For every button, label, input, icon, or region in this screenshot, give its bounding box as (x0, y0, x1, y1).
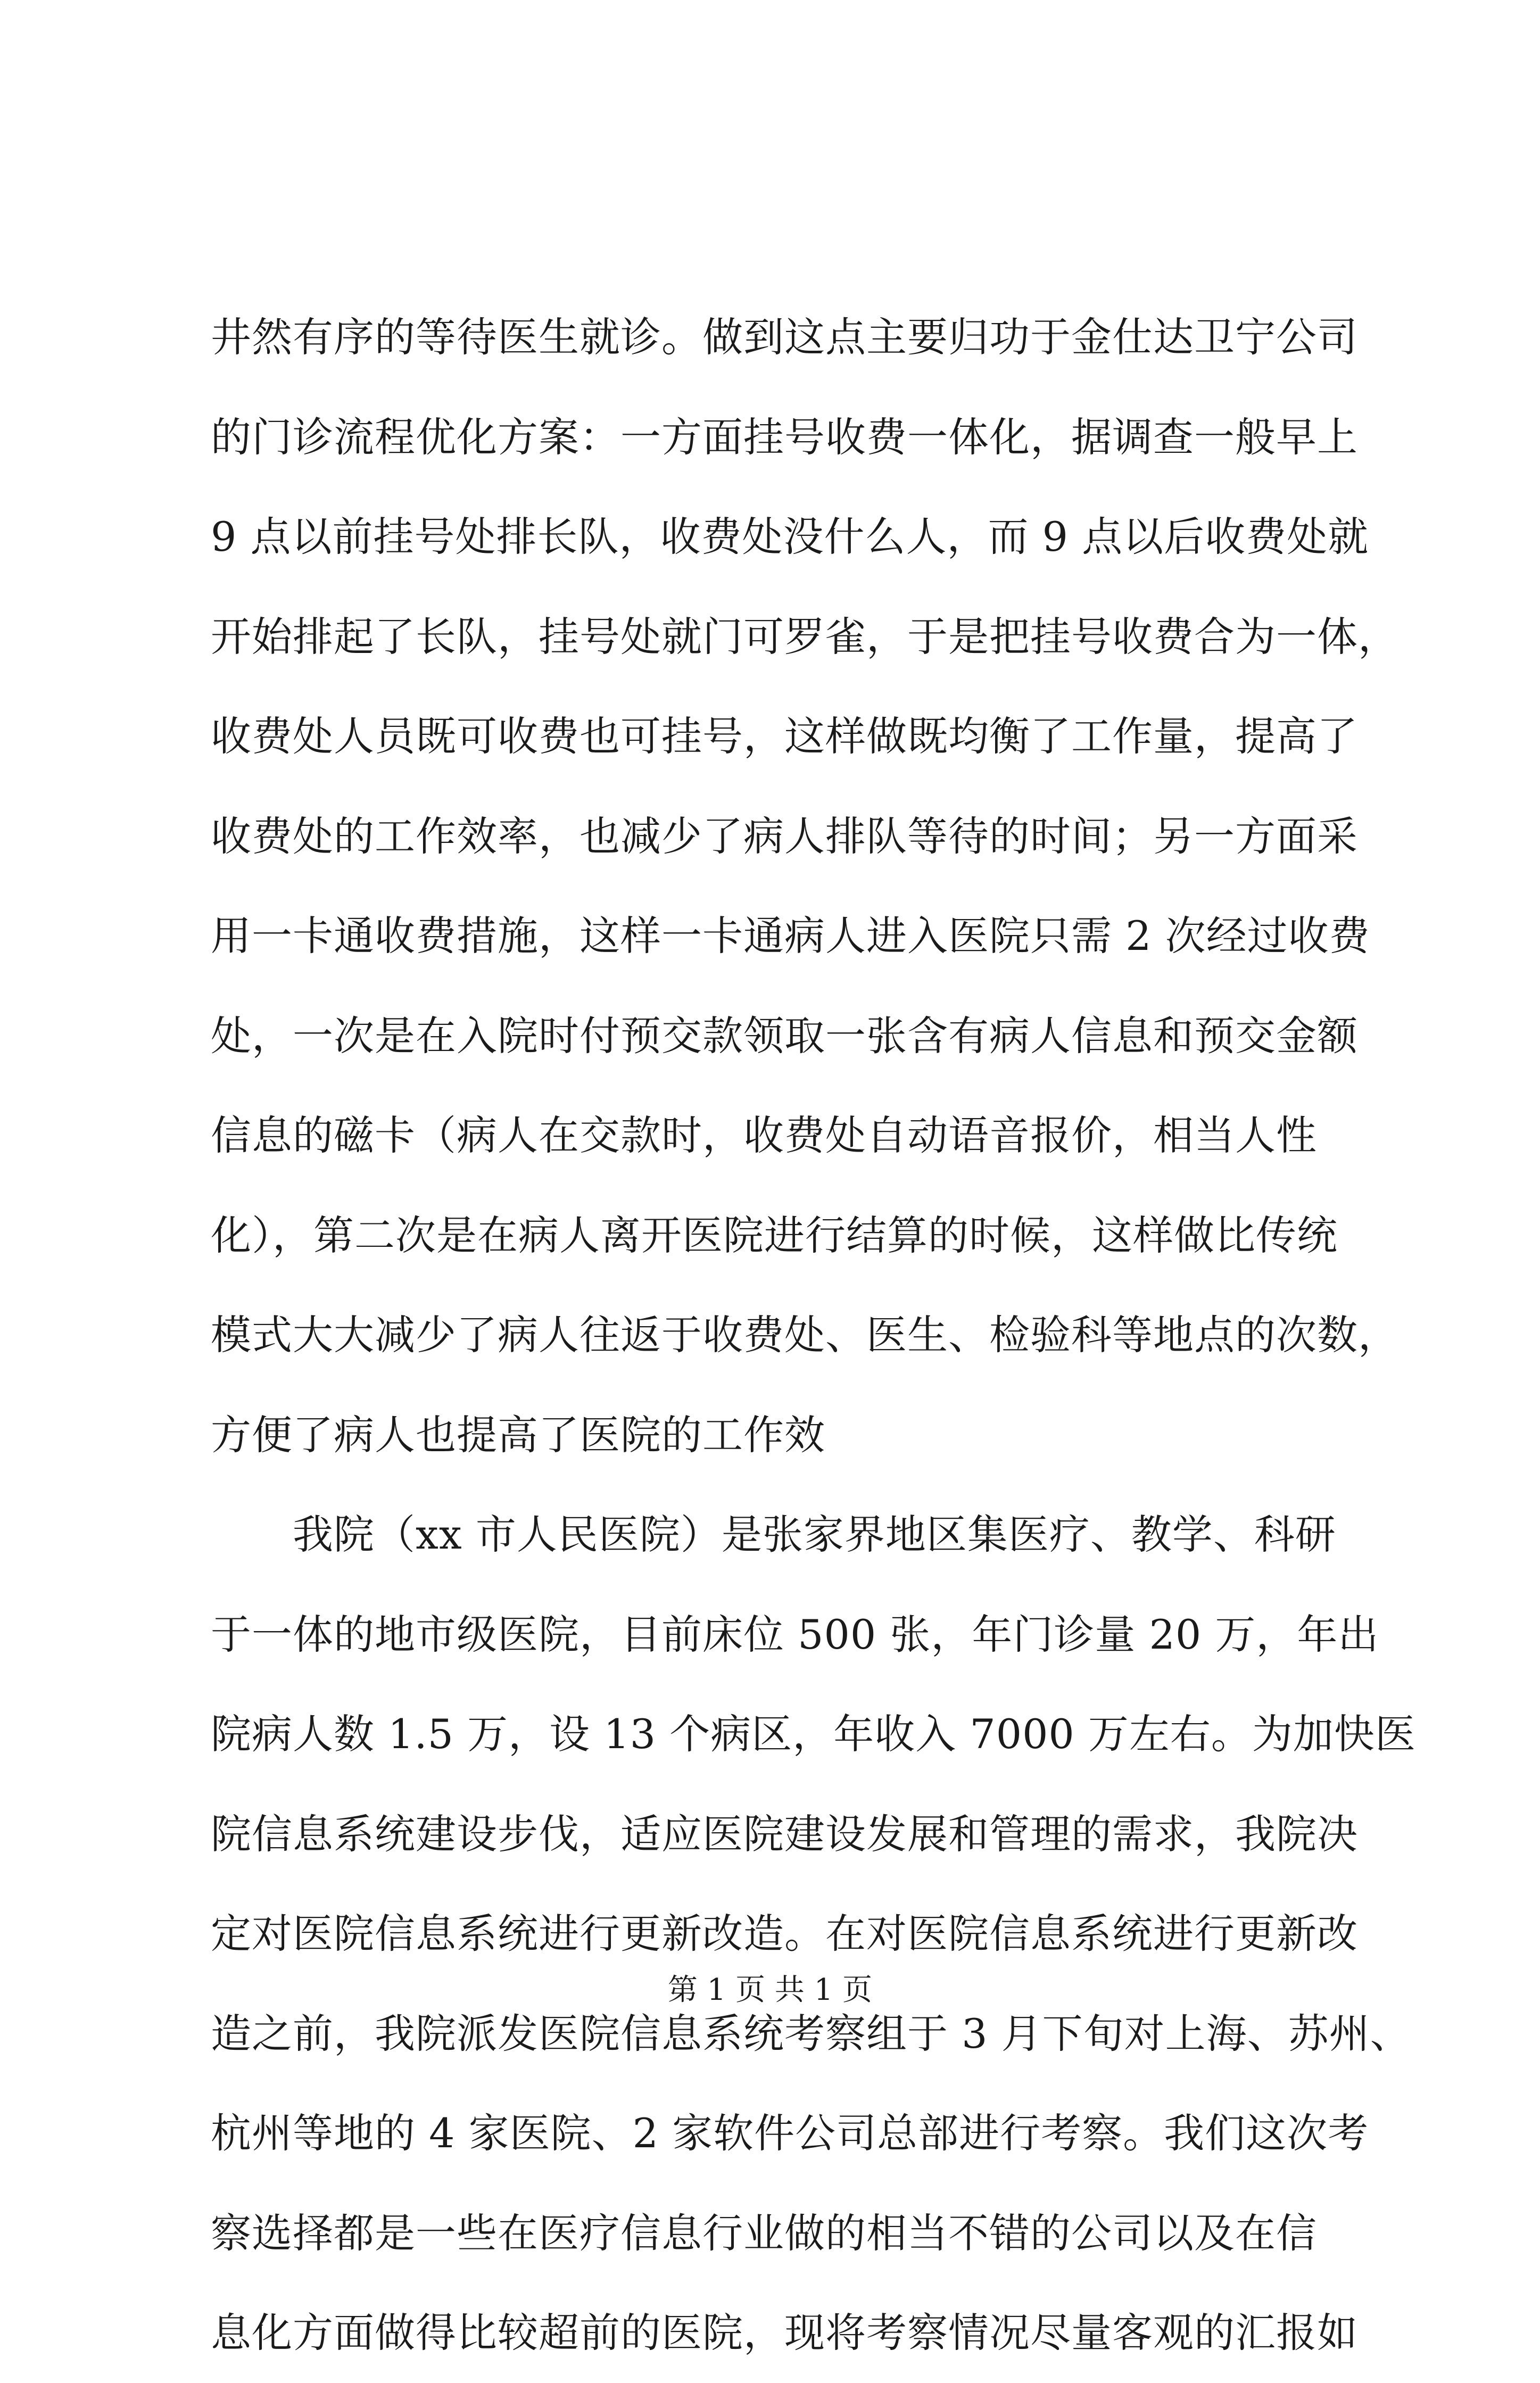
page-footer: 第 1 页 共 1 页 (667, 1973, 873, 2007)
text-line: 的门诊流程优化方案：一方面挂号收费一体化，据调查一般早上 (211, 413, 1358, 461)
text-line: 信息的磁卡（病人在交款时，收费处自动语音报价，相当人性 (211, 1112, 1317, 1159)
text-line: 造之前，我院派发医院信息系统考察组于 3 月下旬对上海、苏州、 (211, 2009, 1411, 2057)
text-line: 息化方面做得比较超前的医院，现将考察情况尽量客观的汇报如 (211, 2309, 1358, 2356)
text-line: 收费处人员既可收费也可挂号，这样做既均衡了工作量，提高了 (211, 713, 1358, 760)
text-line: 收费处的工作效率，也减少了病人排队等待的时间；另一方面采 (211, 812, 1358, 860)
text-line: 方便了病人也提高了医院的工作效 (211, 1411, 825, 1459)
text-line: 处，一次是在入院时付预交款领取一张含有病人信息和预交金额 (211, 1012, 1358, 1060)
text-line: 察选择都是一些在医疗信息行业做的相当不错的公司以及在信 (211, 2209, 1317, 2257)
text-line: 定对医院信息系统进行更新改造。在对医院信息系统进行更新改 (211, 1910, 1358, 1957)
body-text (211, 287, 1416, 2383)
text-line: 院病人数 1.5 万，设 13 个病区，年收入 7000 万左右。为加快医 (211, 1710, 1416, 1758)
text-line: 院信息系统建设步伐，适应医院建设发展和管理的需求，我院决 (211, 1810, 1358, 1858)
text-line: 9 点以前挂号处排长队，收费处没什么人，而 9 点以后收费处就 (211, 513, 1369, 560)
text-line: 用一卡通收费措施，这样一卡通病人进入医院只需 2 次经过收费 (211, 912, 1370, 959)
text-line: 我院（xx 市人民医院）是张家界地区集医疗、教学、科研 (211, 1511, 1336, 1558)
text-line: 化），第二次是在病人离开医院进行结算的时候，这样做比传统 (211, 1211, 1338, 1259)
text-line: 开始排起了长队，挂号处就门可罗雀，于是把挂号收费合为一体， (211, 613, 1399, 660)
text-line: 于一体的地市级医院，目前床位 500 张，年门诊量 20 万，年出 (211, 1610, 1379, 1658)
text-line: 杭州等地的 4 家医院、2 家软件公司总部进行考察。我们这次考 (211, 2109, 1369, 2157)
text-line: 井然有序的等待医生就诊。做到这点主要归功于金仕达卫宁公司 (211, 313, 1358, 361)
text-line: 模式大大减少了病人往返于收费处、医生、检验科等地点的次数， (211, 1311, 1399, 1359)
